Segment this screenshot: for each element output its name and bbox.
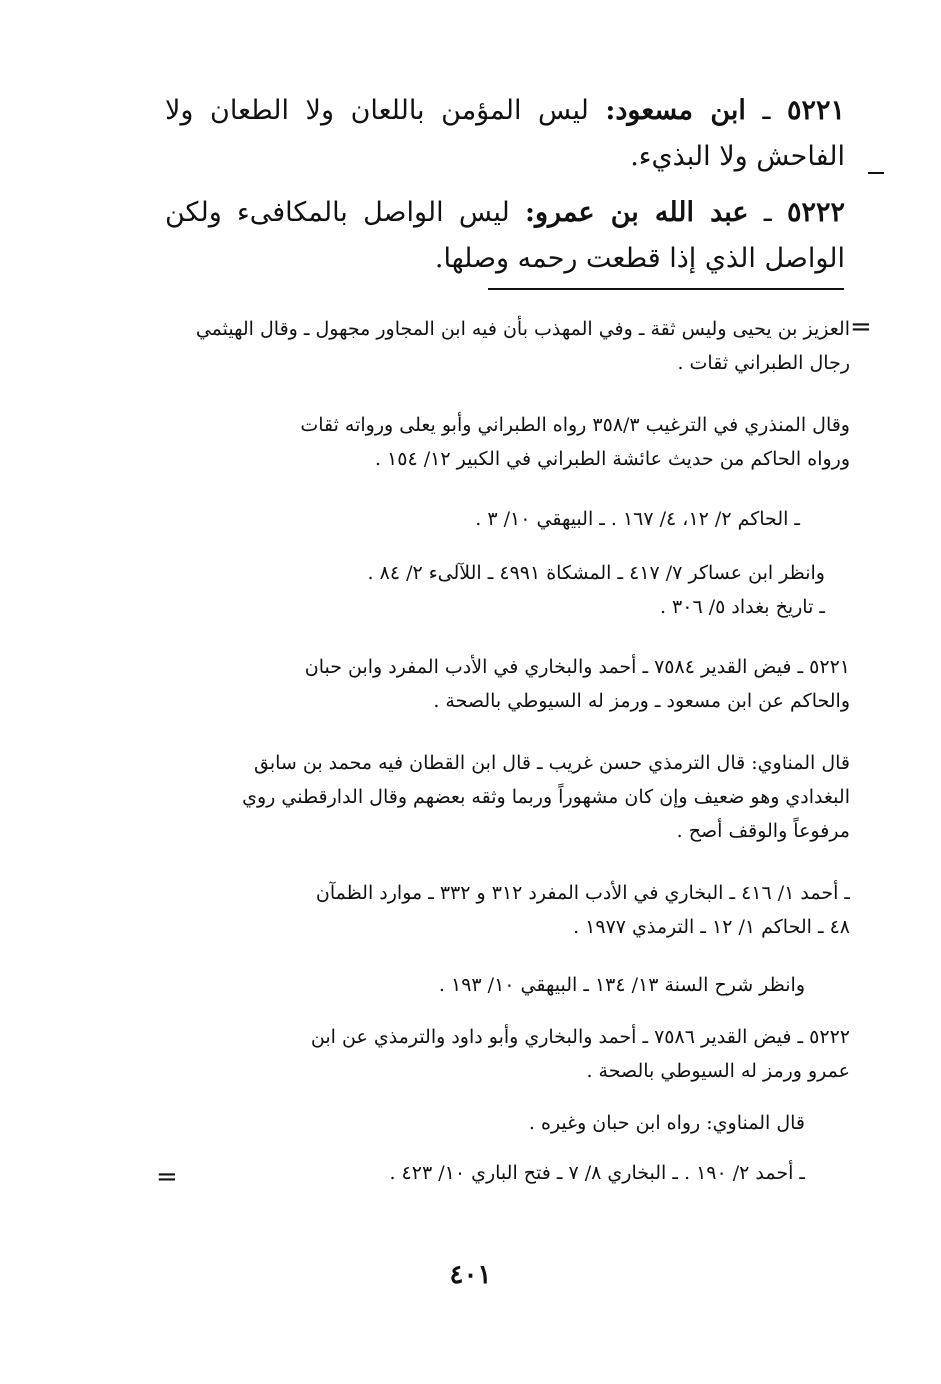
- footnote-block: [160, 650, 850, 718]
- note-line: العزيز بن يحيى وليس ثقة ـ وفي المهذب بأن فيه ابن المجاور مجهول ـ وقال الهيثمي: [195, 318, 850, 340]
- hadith-entry: [165, 190, 845, 282]
- footnote-block: [160, 1106, 805, 1140]
- note-line: ـ الحاكم ٢/ ١٢، ٤/ ١٦٧ . ـ البيهقي ١٠/ ٣ .: [475, 508, 800, 530]
- footnote-block: [160, 746, 850, 848]
- continuation-mark-top: =: [850, 312, 872, 342]
- hadith-text: الفاحش ولا البذيء.: [630, 141, 845, 172]
- note-line: ٥٢٢٢ ـ فيض القدير ٧٥٨٦ ـ أحمد والبخاري وأبو داود والترمذي عن ابن: [310, 1026, 850, 1048]
- note-line: ـ تاريخ بغداد ٥/ ٣٠٦ .: [659, 596, 825, 618]
- continuation-mark-bottom: =: [156, 1162, 178, 1192]
- note-line: وانظر ابن عساكر ٧/ ٤١٧ ـ المشكاة ٤٩٩١ ـ اللآلىء ٢/ ٨٤ .: [367, 562, 825, 584]
- hadith-text: ليس المؤمن باللعان ولا الطعان ولا: [165, 95, 589, 126]
- margin-dash: [868, 172, 884, 174]
- note-line: ورواه الحاكم من حديث عائشة الطبراني في الكبير ١٢/ ١٥٤ .: [374, 448, 850, 470]
- note-line: قال المناوي: رواه ابن حبان وغيره .: [528, 1112, 805, 1134]
- hadith-narrator: عبد الله بن عمرو:: [525, 197, 749, 228]
- hadith-line: ٥٢٢٢ ـ عبد الله بن عمرو: ليس الواصل بالمكافىء ولكن: [165, 197, 846, 228]
- note-line: وقال المنذري في الترغيب ٣٥٨/٣ رواه الطبراني وأبو يعلى ورواته ثقات: [300, 414, 850, 436]
- hadith-narrator: ابن مسعود:: [605, 95, 746, 126]
- note-line: ٥٢٢١ ـ فيض القدير ٧٥٨٤ ـ أحمد والبخاري في الأدب المفرد وابن حبان: [304, 656, 850, 678]
- hadith-text: ليس الواصل بالمكافىء ولكن: [165, 197, 510, 228]
- note-line: والحاكم عن ابن مسعود ـ ورمز له السيوطي بالصحة .: [433, 690, 850, 712]
- hadith-text: الواصل الذي إذا قطعت رحمه وصلها.: [434, 243, 845, 274]
- footnote-block: [160, 556, 825, 624]
- note-line: مرفوعاً والوقف أصح .: [676, 820, 850, 842]
- note-line: ـ أحمد ١/ ٤١٦ ـ البخاري في الأدب المفرد ٣١٢ و ٣٣٢ ـ موارد الظمآن: [315, 882, 850, 904]
- note-line: عمرو ورمز له السيوطي بالصحة .: [586, 1060, 850, 1082]
- note-line: ـ أحمد ٢/ ١٩٠ . ـ البخاري ٨/ ٧ ـ فتح الباري ١٠/ ٤٢٣ .: [389, 1162, 805, 1184]
- footnote-block: [160, 502, 800, 536]
- footnote-block: [160, 312, 850, 380]
- note-line: البغدادي وهو ضعيف وإن كان مشهوراً وربما وثقه بعضهم وقال الدارقطني روي: [242, 786, 850, 808]
- page-number: ٤٠١: [449, 1260, 492, 1290]
- footnote-block: [160, 968, 805, 1002]
- footnote-block: [160, 408, 850, 476]
- footnote-block: [160, 1156, 805, 1190]
- hadith-number: ٥٢٢١: [787, 95, 846, 126]
- note-line: رجال الطبراني ثقات .: [677, 352, 850, 374]
- note-line: ٤٨ ـ الحاكم ١/ ١٢ ـ الترمذي ١٩٧٧ .: [573, 916, 850, 938]
- hadith-line: ٥٢٢١ ـ ابن مسعود: ليس المؤمن باللعان ولا الطعان ولا: [165, 95, 846, 126]
- footnote-separator: [488, 288, 844, 290]
- hadith-number: ٥٢٢٢: [787, 197, 846, 228]
- footnote-block: [160, 1020, 850, 1088]
- note-line: وانظر شرح السنة ١٣/ ١٣٤ ـ البيهقي ١٠/ ١٩٣ .: [438, 974, 805, 996]
- footnote-block: [160, 876, 850, 944]
- note-line: قال المناوي: قال الترمذي حسن غريب ـ قال ابن القطان فيه محمد بن سابق: [254, 752, 850, 774]
- hadith-entry: [165, 88, 845, 180]
